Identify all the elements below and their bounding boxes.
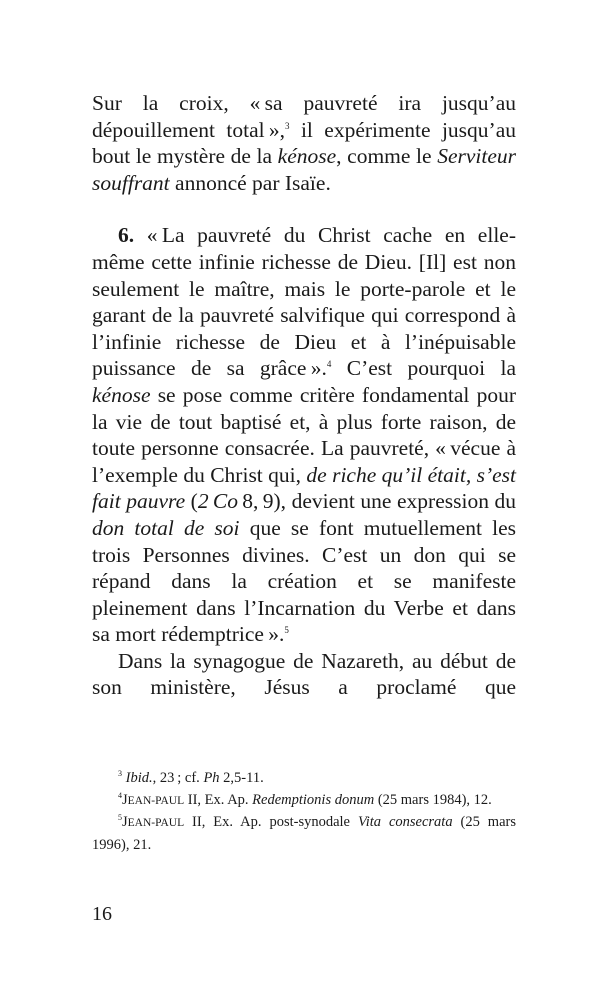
paragraph-nazareth: Dans la synagogue de Nazareth, au début de son ministère, Jésus a proclamé que	[92, 648, 516, 700]
p1-italic-serviteur: Serviteur souffrant	[92, 144, 516, 195]
footnote-5-number: 5	[118, 813, 122, 822]
footnote-3-ph: Ph	[203, 770, 220, 786]
p2-text-a: « La pauvreté du Christ cache en elle-même cette infinie richesse de Dieu. [Il] est non seulement le maître, mais le porte-parole et le garant de la pauvreté salvifique qui correspond à l’infinie richesse de Dieu et à l’inépuisable puissance de sa grâce ».	[92, 223, 516, 381]
p1-text-b: il expérimente jusqu’au bout le mystère de la	[92, 117, 516, 169]
p2-italic-kenose: kénose	[92, 382, 151, 407]
section-number: 6.	[118, 223, 135, 248]
footnote-3-number: 3	[118, 769, 122, 778]
p2-text-f: que se font mutuellement les trois Personnes divines. C’est un don qui se répand dans la création et se manifeste pleinement dans l’Incarnation du Verbe et dans sa mort rédemptrice ».	[92, 515, 516, 647]
p2-italic-2co: 2 Co	[197, 489, 238, 514]
footnote-4-text-b: (25 mars 1984), 12.	[374, 791, 492, 808]
footnote-4-title: Redemptionis donum	[252, 791, 375, 808]
footnote-5-author: EAN-PAUL	[127, 817, 185, 829]
footnote-4-author: EAN-PAUL	[127, 794, 185, 807]
footnote-4-author-initial: J	[122, 791, 128, 808]
footnote-3-ibid: Ibid.	[125, 770, 153, 786]
footnote-3	[92, 768, 516, 790]
footnote-4	[92, 790, 516, 813]
p1-text-d: annoncé par Isaïe.	[169, 170, 331, 195]
footnote-5-author-initial: J	[122, 814, 128, 830]
p1-italic-kenose: kénose	[277, 144, 337, 169]
footnote-5-text-b: (25 mars 1996), 21.	[92, 814, 516, 853]
p1-text-a: Sur la croix, « sa pauvreté ira jusqu’au dépouillement total »,	[92, 91, 516, 142]
paragraph-1	[92, 90, 516, 196]
p2-text-b: C’est pourquoi la	[331, 356, 516, 381]
footnote-5-text-a: II, Ex. Ap. post-synodale	[184, 814, 358, 830]
footnote-3-text-b: 2,5-11.	[219, 770, 264, 786]
footnote-ref-3: 3	[285, 120, 290, 131]
footnote-4-number: 4	[118, 790, 122, 800]
p2-text-c: se pose comme critère fondamental pour la vie de tout baptisé et, à plus forte raison, de toute personne consacrée. La pauvreté, « vécue à l’exemple du Christ qui,	[92, 382, 516, 487]
footnote-ref-5: 5	[284, 625, 289, 636]
footnote-3-text-a: , 23 ; cf.	[152, 770, 204, 786]
page-number: 16	[92, 903, 112, 925]
footnotes	[92, 768, 516, 856]
footnote-ref-4: 4	[326, 359, 332, 370]
p2-italic-riche: de riche qu’il était, s’est fait pauvre	[92, 462, 517, 514]
paragraph-6	[92, 222, 516, 648]
footnote-5-title: Vita consecrata	[357, 814, 453, 830]
footnote-4-text-a: II, Ex. Ap.	[184, 791, 253, 808]
page-body	[92, 90, 516, 701]
p2-text-e: 8, 9), devient une expression du	[238, 489, 516, 514]
footnote-5	[92, 812, 516, 856]
p2-italic-don-total: don total de soi	[92, 515, 240, 540]
p1-text-c: , comme le	[336, 144, 438, 169]
p2-text-d: (	[185, 489, 198, 514]
